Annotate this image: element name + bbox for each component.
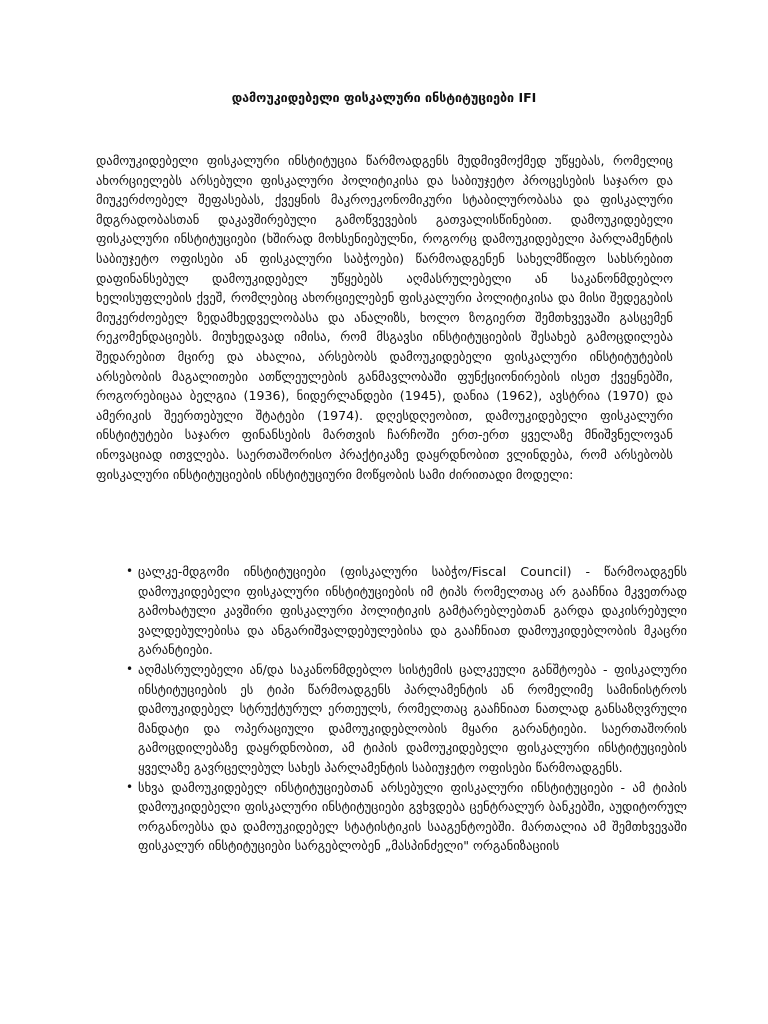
bullet-icon: • [126,661,134,676]
bullet-icon: • [126,779,134,794]
list-item-text: აღმასრულებელი ან/და საკანონმდებლო სისტემის ცალკეული განშტოება - ფისკალური ინსტიტუციების ეს ტიპი წარმოადგენს პარლამენტის ან რომელიმე სამინისტროს დამოუკიდებელ სტრუქტურულ ერთეულს, რომელთაც გააჩნიათ ნათლად განსაზღვრული მანდატი და ოპერაციული დამოუკიდებლობის მყარი გარანტიები. საერთაშორის გამოცდილებაზე დაყრდნობით, ამ ტიპის დამოუკიდებელი ფისკალური ინსტიტუციების ყველაზე გავრცელებულ სახეს პარლამენტის საბიუჯეტო ოფისები წარმოადგენს. [138,661,687,775]
institution-models-list [124,562,687,856]
intro-paragraph: დამოუკიდებელი ფისკალური ინსტიტუცია წარმოადგენს მუდმივმოქმედ უწყებას, რომელიც ახორციელებს არსებული ფისკალური პოლიტიკისა და საბიუჯეტო პროცესების საჯარო და მიუკერძოებელ შეფასებას, ქვეყნის მაკროეკონომიკური სტაბილურობასა და ფისკალური მდგრადობასთან დაკავშირებული გამოწვევების გათვალისწინებით. დამოუკიდებელი ფისკალური ინსტიტუციები (ხშირად მოხსენიებულნი, როგორც დამოუკიდებელი პარლამენტის საბიუჯეტო ოფისები ან ფისკალური საბჭოები) წარმოადგენენ სახელმწიფო სახსრებით დაფინანსებულ დამოუკიდებელ უწყებებს აღმასრულებელი ან საკანონმდებლო ხელისუფლების ქვეშ, რომლებიც ახორციელებენ ფისკალური პოლიტიკისა და მისი შედეგების მიუკერძოებელ ზედამხედველობასა და ანალიზს, ხოლო ზოგიერთ შემთხვევაში გასცემენ რეკომენდაციებს. მიუხედავად იმისა, რომ მსგავსი ინსტიტუციების შესახებ გამოცდილება შედარებით მცირე და ახალია, არსებობს დამოუკიდებელი ფისკალური ინსტიტუტების არსებობის მაგალითები ათწლეულების განმავლობაში ფუნქციონირების ისეთ ქვეყნებში, როგორებიცაა ბელგია (1936), ნიდერლანდები (1945), დანია (1962), ავსტრია (1970) და ამერიკის შეერთებული შტატები (1974). დღესდღეობით, დამოუკიდებელი ფისკალური ინსტიტუტები საჯარო ფინანსების მართვის ჩარჩოში ერთ-ერთ ყველაზე მნიშვნელოვან ინოვაციად ითვლება. საერთაშორისო პრაქტიკაზე დაყრდნობით ვლინდება, რომ არსებობს ფისკალური ინსტიტუციების ინსტიტუციური მოწყობის სამი ძირითადი მოდელი: [96,153,673,482]
list-item [126,562,687,660]
list-item-text: ცალკე-მდგომი ინსტიტუციები (ფისკალური საბჭო/Fiscal Council) - წარმოადგენს დამოუკიდებელი ფისკალური ინსტიტუციების იმ ტიპს რომელთაც არ გააჩნია მკვეთრად გამოხატული კავშირი ფისკალური პოლიტიკის გამტარებლებთან გარდა დაკისრებული ვალდებულებისა და ანგარიშვალდებულებისა და გააჩნიათ დამოუკიდებლობის მკაცრი გარანტიები. [138,564,687,658]
bullet-icon: • [126,564,134,578]
list-item-text: სხვა დამოუკიდებელ ინსტიტუციებთან არსებული ფისკალური ინსტიტუციები - ამ ტიპის დამოუკიდებელი ფისკალური ინსტიტუციები გვხვდება ცენტრალურ ბანკებში, აუდიტორულ ორგანოებსა და დამოუკიდებელ სტატისტიკის სააგენტოებში. მართალია ამ შემთხვევაში ფისკალურ ინსტიტუციები სარგებლობენ „მასპინძელი" ორგანიზაციის [138,779,687,854]
list-item [126,660,687,778]
list-item [126,778,687,856]
document-title: დამოუკიდებელი ფისკალური ინსტიტუციები IFI [231,90,537,105]
